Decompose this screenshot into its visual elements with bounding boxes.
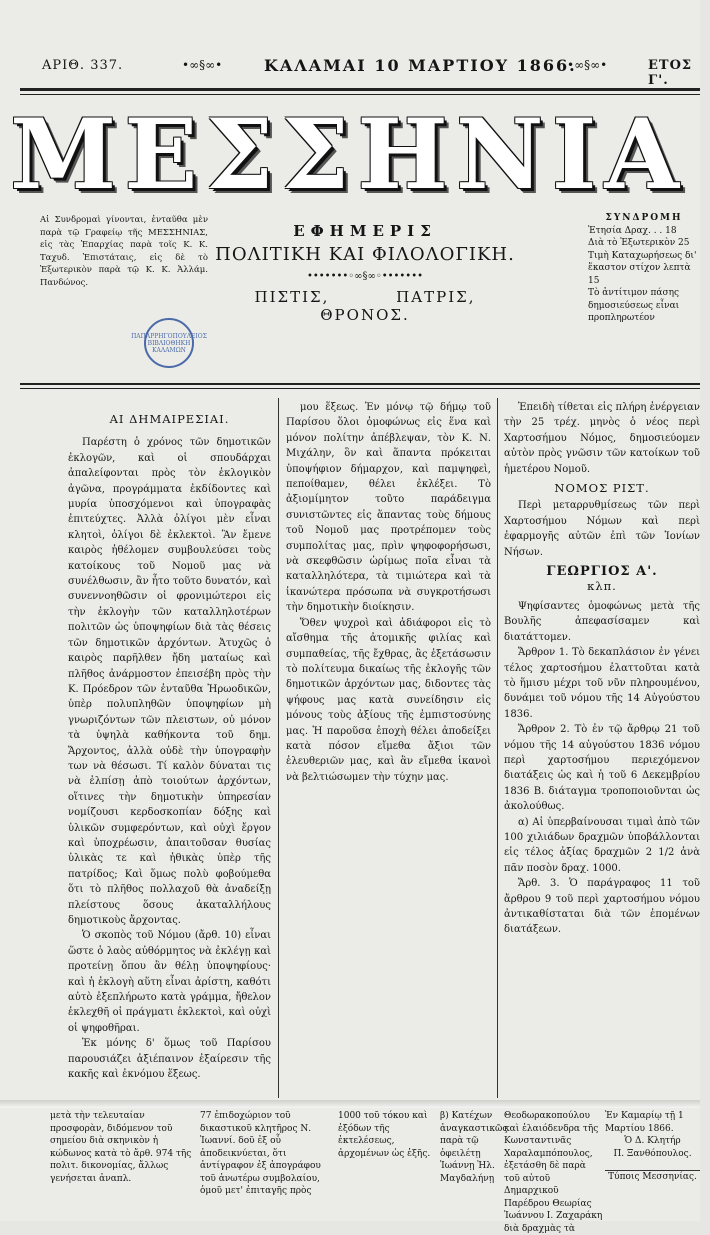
king-sub: κλπ. bbox=[587, 579, 617, 594]
column-divider bbox=[278, 398, 279, 1098]
issue-date: ΚΑΛΑΜΑΙ 10 ΜΑΡΤΙΟΥ 1866. bbox=[264, 56, 577, 75]
notice-fragment: 1000 τοῦ τόκου καὶ ἐξόδων τῆς ἐκτελέσεως, ἀρχομένων ὡς ἐξῆς. bbox=[338, 1111, 431, 1159]
notice-signature bbox=[605, 1110, 700, 1184]
body-rule-thin bbox=[20, 388, 700, 389]
king-name: ΓΕΩΡΓΙΟΣ Α'. bbox=[546, 564, 658, 580]
law-intro: Ἐπειδὴ τίθεται εἰς πλήρη ἐνέργειαν τὴν 25 τρέχ. μηνὸς ὁ νέος περὶ Χαρτοσήμου Νόμος, δημοσιεύομεν αὐτὸν πρὸς γνῶσιν τῶν κατοίκων τοῦ ἡμετέρου Νομοῦ. bbox=[504, 402, 700, 475]
article-heading: ΑΙ ΔΗΜΑΙΡΕΣΙΑΙ. bbox=[109, 412, 230, 426]
article-column-1 bbox=[68, 398, 271, 1081]
subtitle-ornament: •••••••◦∞§∞◦••••••• bbox=[306, 271, 424, 282]
article-column-2 bbox=[286, 400, 491, 1060]
header-rule-thick bbox=[20, 88, 700, 91]
notice-fragment: β) Κατέχων ἀναγκαστικῶς παρὰ τῷ ὀφειλέτῃ Ἰωάννῃ Ἠλ. Μαγδαλήνῃ bbox=[440, 1111, 508, 1184]
page-fold bbox=[0, 1100, 700, 1108]
law-paragraph: Ψηφίσαντες ὁμοφώνως μετὰ τῆς Βουλῆς ἀπεφασίσαμεν καὶ διατάττομεν. bbox=[504, 600, 700, 643]
ornament-left: •∞§∞• bbox=[182, 58, 223, 72]
column-divider bbox=[497, 398, 498, 1098]
paper-kind: ΕΦΗΜΕΡΙΣ bbox=[293, 222, 437, 240]
law-paragraph: α) Αἱ ὑπερβαίνουσαι τιμαὶ ἀπὸ τῶν 100 χιλιάδων δραχμῶν ὑποβάλλονται εἰς τέλος ἀξίας δραχμῶν 2 1/2 ἀνὰ πᾶν ποσὸν δραχ. 1000. bbox=[504, 816, 700, 874]
library-stamp: ΠΑΠΑΡΡΗΓΟΠΟΥΛΕΙΟΣ ΒΙΒΛΙΟΘΗΚΗ ΚΑΛΑΜΩΝ bbox=[144, 318, 194, 368]
header-rule-thin bbox=[20, 94, 700, 95]
subheading-block bbox=[195, 222, 535, 324]
body-rule bbox=[20, 383, 700, 385]
signature-place: Ἐν Καμαρίῳ τῇ 1 Μαρτίου 1866. bbox=[605, 1111, 684, 1134]
law-description: Περὶ μεταρρυθμίσεως τῶν περὶ Χαρτοσήμου Νόμων καὶ περὶ ἐφαρμογῆς αὐτῶν ἐπὶ τῶν Ἰονίων Νήσων. bbox=[504, 500, 700, 558]
notice-fragment: Θεοδωρακοπούλου καὶ ἐλαιόδενδρα τῆς Κωνσταντινᾶς Χαραλαμπόπουλος, ἐξετάσθη δὲ παρὰ τοῦ αὐτοῦ Δημαρχικοῦ Παρέδρου Θεωρίας Ἰωάννου Ι. Ζαχαράκη διὰ δραχμὰς τὰ bbox=[504, 1111, 603, 1234]
article-paragraph: μου ἕξεως. Ἐν μόνῳ τῷ δήμῳ τοῦ Παρίσου ὅλοι ὁμοφώνως εἰς ἕνα καὶ μόνον πολίτην ἀπέβλεψαν, τὸν Κ. Ν. Μιχάλην, ὃν καὶ ἅπαντα πρόκειται ὑποψήφιον δήμαρχον, καὶ παμψηφεὶ, πεποίθαμεν, θέλει ἐκλέξει. Τὸ ἀξιομίμητον τοῦτο παράδειγμα συνιστῶντες εἰς ἅπαντας τοὺς δήμους τοῦ Νομοῦ μας προτρέπομεν τοὺς συμπολίτας μας, πρὶν ψηφοφορήσωσι, νὰ σκεφθῶσιν ὡρίμως ποῖα εἶναι τὰ καταλληλότερα, τὰ τιμιώτερα καὶ τὰ ἱκανώτερα πρόσωπα νὰ συγκροτήσωσι τὴν δημοτικὴν διοίκησιν. bbox=[286, 402, 491, 614]
price-line: Τιμὴ Καταχωρήσεως δι' ἕκαστον στίχον λεπτὰ 15 bbox=[588, 250, 697, 286]
article-column-3 bbox=[504, 400, 700, 1100]
price-line: Ἐτησία Δραχ. . . 18 bbox=[588, 225, 677, 236]
subscription-notice: Αἱ Συνδρομαὶ γίνονται, ἐνταῦθα μὲν παρὰ τῷ Γραφείῳ τῆς ΜΕΣΣΗΝΙΑΣ, εἰς τὰς Ἐπαρχίας παρὰ τοῖς Κ. Κ. Ταχυδ. Ἐπιστάταις, εἰς δὲ τὸ Ἐξωτερικὸν παρὰ τῷ Κ. Κ. Ἀλλάμ. Πανδώνος. bbox=[40, 215, 208, 288]
price-title: ΣΥΝΔΡΟΜΗ bbox=[605, 213, 683, 223]
signature-name: Π. Ξανθόπουλος. bbox=[613, 1148, 692, 1159]
article-paragraph: Ἐκ μόνης δ' ὅμως τοῦ Παρίσου παρουσιάζει ἀξιέπαινον ἐξαίρεσιν τῆς κακῆς καὶ ἐκνόμου ἕξεως. bbox=[68, 1038, 271, 1081]
paper-motto: ΠΙΣΤΙΣ, ΠΑΤΡΙΣ, ΘΡΟΝΟΣ. bbox=[254, 288, 476, 324]
issue-year: ΕΤΟΣ Γ'. bbox=[648, 58, 693, 88]
issue-header bbox=[42, 56, 698, 88]
signature-role: Ὁ Δ. Κλητήρ bbox=[624, 1136, 681, 1146]
paper-subtitle: ΠΟΛΙΤΙΚΗ ΚΑΙ ΦΙΛΟΛΟΓΙΚΗ. bbox=[215, 244, 515, 265]
press-name: Τύποις Μεσσηνίας. bbox=[605, 1170, 700, 1184]
price-line: Τὸ ἀντίτιμον πάσης δημοσιεύσεως εἶναι προπληρωτέον bbox=[588, 288, 680, 323]
price-notice bbox=[588, 212, 700, 325]
article-paragraph: Ὁ σκοπὸς τοῦ Νόμου (ἄρθ. 10) εἶναι ὥστε ὁ λαὸς αὐθόρμητος νὰ ἐκλέγῃ καὶ προτείνῃ ὅπου ἂν θέλῃ ὑποψηφίους· καὶ ἡ ἐκλογὴ αὕτη εἶναι ἀρίστη, καθότι αὐτὸ ἐξεπλήρωτο κατὰ γράμμα, ἤθελον ἐκλεχθῆ οἱ πράγματι ἐκλεκτοὶ, καὶ οὐχὶ οἱ ψηφοθῆραι. bbox=[68, 930, 271, 1034]
notice-fragment: μετὰ τὴν τελευταίαν προσφορὰν, διδόμενον τοῦ σημείου διὰ σκηνικὸν ἡ κώδωνος κατὰ τὸ ἄρθ. 974 τῆς πολιτ. δικονομίας, ἄλλως γενήσεται ἀναπλ. bbox=[50, 1111, 192, 1184]
issue-number: ΑΡΙΘ. 337. bbox=[42, 58, 124, 73]
notice-fragment: 77 ἐπιδοχώριον τοῦ δικαστικοῦ κλητῆρος Ν. Ἰωαννί. δοῦ ἐξ οὗ ἀποδεικνύεται, ὅτι ἀντίγραφον ἐξ ἀπογράφου τοῦ ἀνωτέρω συμβολαίου, ὁμοῦ μετ' ἐπιταγῆς πρὸς bbox=[200, 1111, 321, 1196]
article-paragraph: Ὅθεν ψυχροὶ καὶ ἀδιάφοροι εἰς τὸ αἴσθημα τῆς ἀτομικῆς φιλίας καὶ συμπαθείας, τῆς ἔχθρας, ἂς ἐξετάσωσιν τὸ πολίτευμα δικαίως τῆς ἐκλογῆς τῶν δημοτικῶν ἀρχόντων μας, διδοντες τὰς ψήφους μας κατὰ συνείδησιν εἰς μόνους τοὺς ἀξίους τῆς ἐμπιστοσύνης μας. Ἡ παροῦσα ἐποχὴ θέλει ἀποδείξει κατὰ πόσον εἴμεθα ἄξιοι τῶν ἐλευθεριῶν μας, καὶ ἂν εἴμεθα ἱκανοὶ νὰ βελτιώσωμεν τὴν τύχην μας. bbox=[286, 617, 491, 783]
law-paragraph: Ἄρθ. 3. Ὁ παράγραφος 11 τοῦ ἄρθρου 9 τοῦ περὶ χαρτοσήμου νόμου ἀντικαθίσταται διὰ τῶν ἑπομένων διατάξεων. bbox=[504, 878, 700, 936]
ornament-right: •∞§∞• bbox=[567, 58, 608, 72]
law-title: ΝΟΜΟΣ ΡΙΣΤ. bbox=[554, 481, 650, 496]
masthead-title: ΜΕΣΣΗΝΙΑ bbox=[10, 98, 688, 211]
article-paragraph: Παρέστη ὁ χρόνος τῶν δημοτικῶν ἐκλογῶν, καὶ οἱ σπουδάρχαι ἀπαλείφονται πρὸς τὸν ἐκλογικὸν ἀγῶνα, προγράμματα ἐκδίδοντες καὶ μυρία ὑποσχόμενοι καὶ ὑπογραφὰς ἐπιτεύχτες. Ἀλλὰ ὀλίγοι μὲν εἶναι κλητοὶ, ὀλίγοι δὲ ἐκλεκτοὶ. Ἂν ἔμενε καιρὸς ἠθέλομεν συμβουλεύσει τοὺς κατοίκους τοῦ Νομοῦ μας νὰ συνέλθωσιν, ἂν ἦτο τοῦτο δυνατόν, καὶ συνεννοηθῶσιν οἱ φρονιμώτεροι εἰς τὴν ἐκλογὴν τῶν καταλληλοτέρων πολιτῶν ὡς ὑποψηφίων διὰ τὰς θέσεις τῶν δημοτικῶν ἀρχόντων. Ἀτυχῶς ὁ καιρὸς παρῆλθεν ἤδη ματαίως καὶ πλῆθος ἀνάρμοστον ἐπεισέβη πρὸς τὴν Κ. Πρόεδρον τῶν ἐνταῦθα Ἠρωοδικῶν, ὑπὲρ πολυπληθῶν ὑποψηφίων μὴ γνωριζόντων τῶν πλειστων, οὐ μόνον τὰ ὑψηλὰ καθήκοντα τοῦ δημ. Ἄρχοντος, ἀλλὰ οὐδὲ τὴν ὑπογραφὴν των νὰ θέσωσι. Τί καλὸν δύναται τις νὰ ἐλπίσῃ ἀπὸ τοιούτων ἀρχόντων, οἵτινες τὴν δημοτικὴν ὑπηρεσίαν νομίζουσι κερδοσκοπίαν δόξης καὶ ὑλικῶν συμφερόντων, καὶ οὐχὶ ἔργον καὶ ὑποχρέωσιν, ἀπαιτοῦσαν θυσίας ὑλικὰς τε καὶ ἠθικὰς ὑπὲρ τῆς πατρίδος; Καὶ ὅμως πολὺ φοβούμεθα ὅτι τὸ πλῆθος πολλαχοῦ θὰ ἀναδείξῃ πλείστους ὅσους ἀκαταλλήλους δημοτικοὺς ἄρχοντας. bbox=[68, 437, 271, 926]
law-paragraph: Ἄρθρον 1. Τὸ δεκαπλάσιον ἐν γένει τέλος χαρτοσήμου ἐλαττοῦται κατὰ τὸ ἥμισυ μέχρι τοῦ νῦν πληρουμένου, δυνάμει τοῦ νόμου τῆς 14 Αὐγούστου 1836. bbox=[504, 647, 700, 720]
law-paragraph: Ἄρθρον 2. Τὸ ἐν τῷ ἄρθρῳ 21 τοῦ νόμου τῆς 14 αὐγούστου 1836 νόμου περὶ χαρτοσήμου περιεχόμενον διατάξεις ὡς καὶ ἡ τοῦ 6 Δεκεμβρίου 1836 Β. διάταγμα τροποποιοῦνται ὡς ἀκολούθως. bbox=[504, 724, 700, 813]
price-line: Διὰ τὸ Ἐξωτερικὸν 25 bbox=[588, 238, 690, 248]
